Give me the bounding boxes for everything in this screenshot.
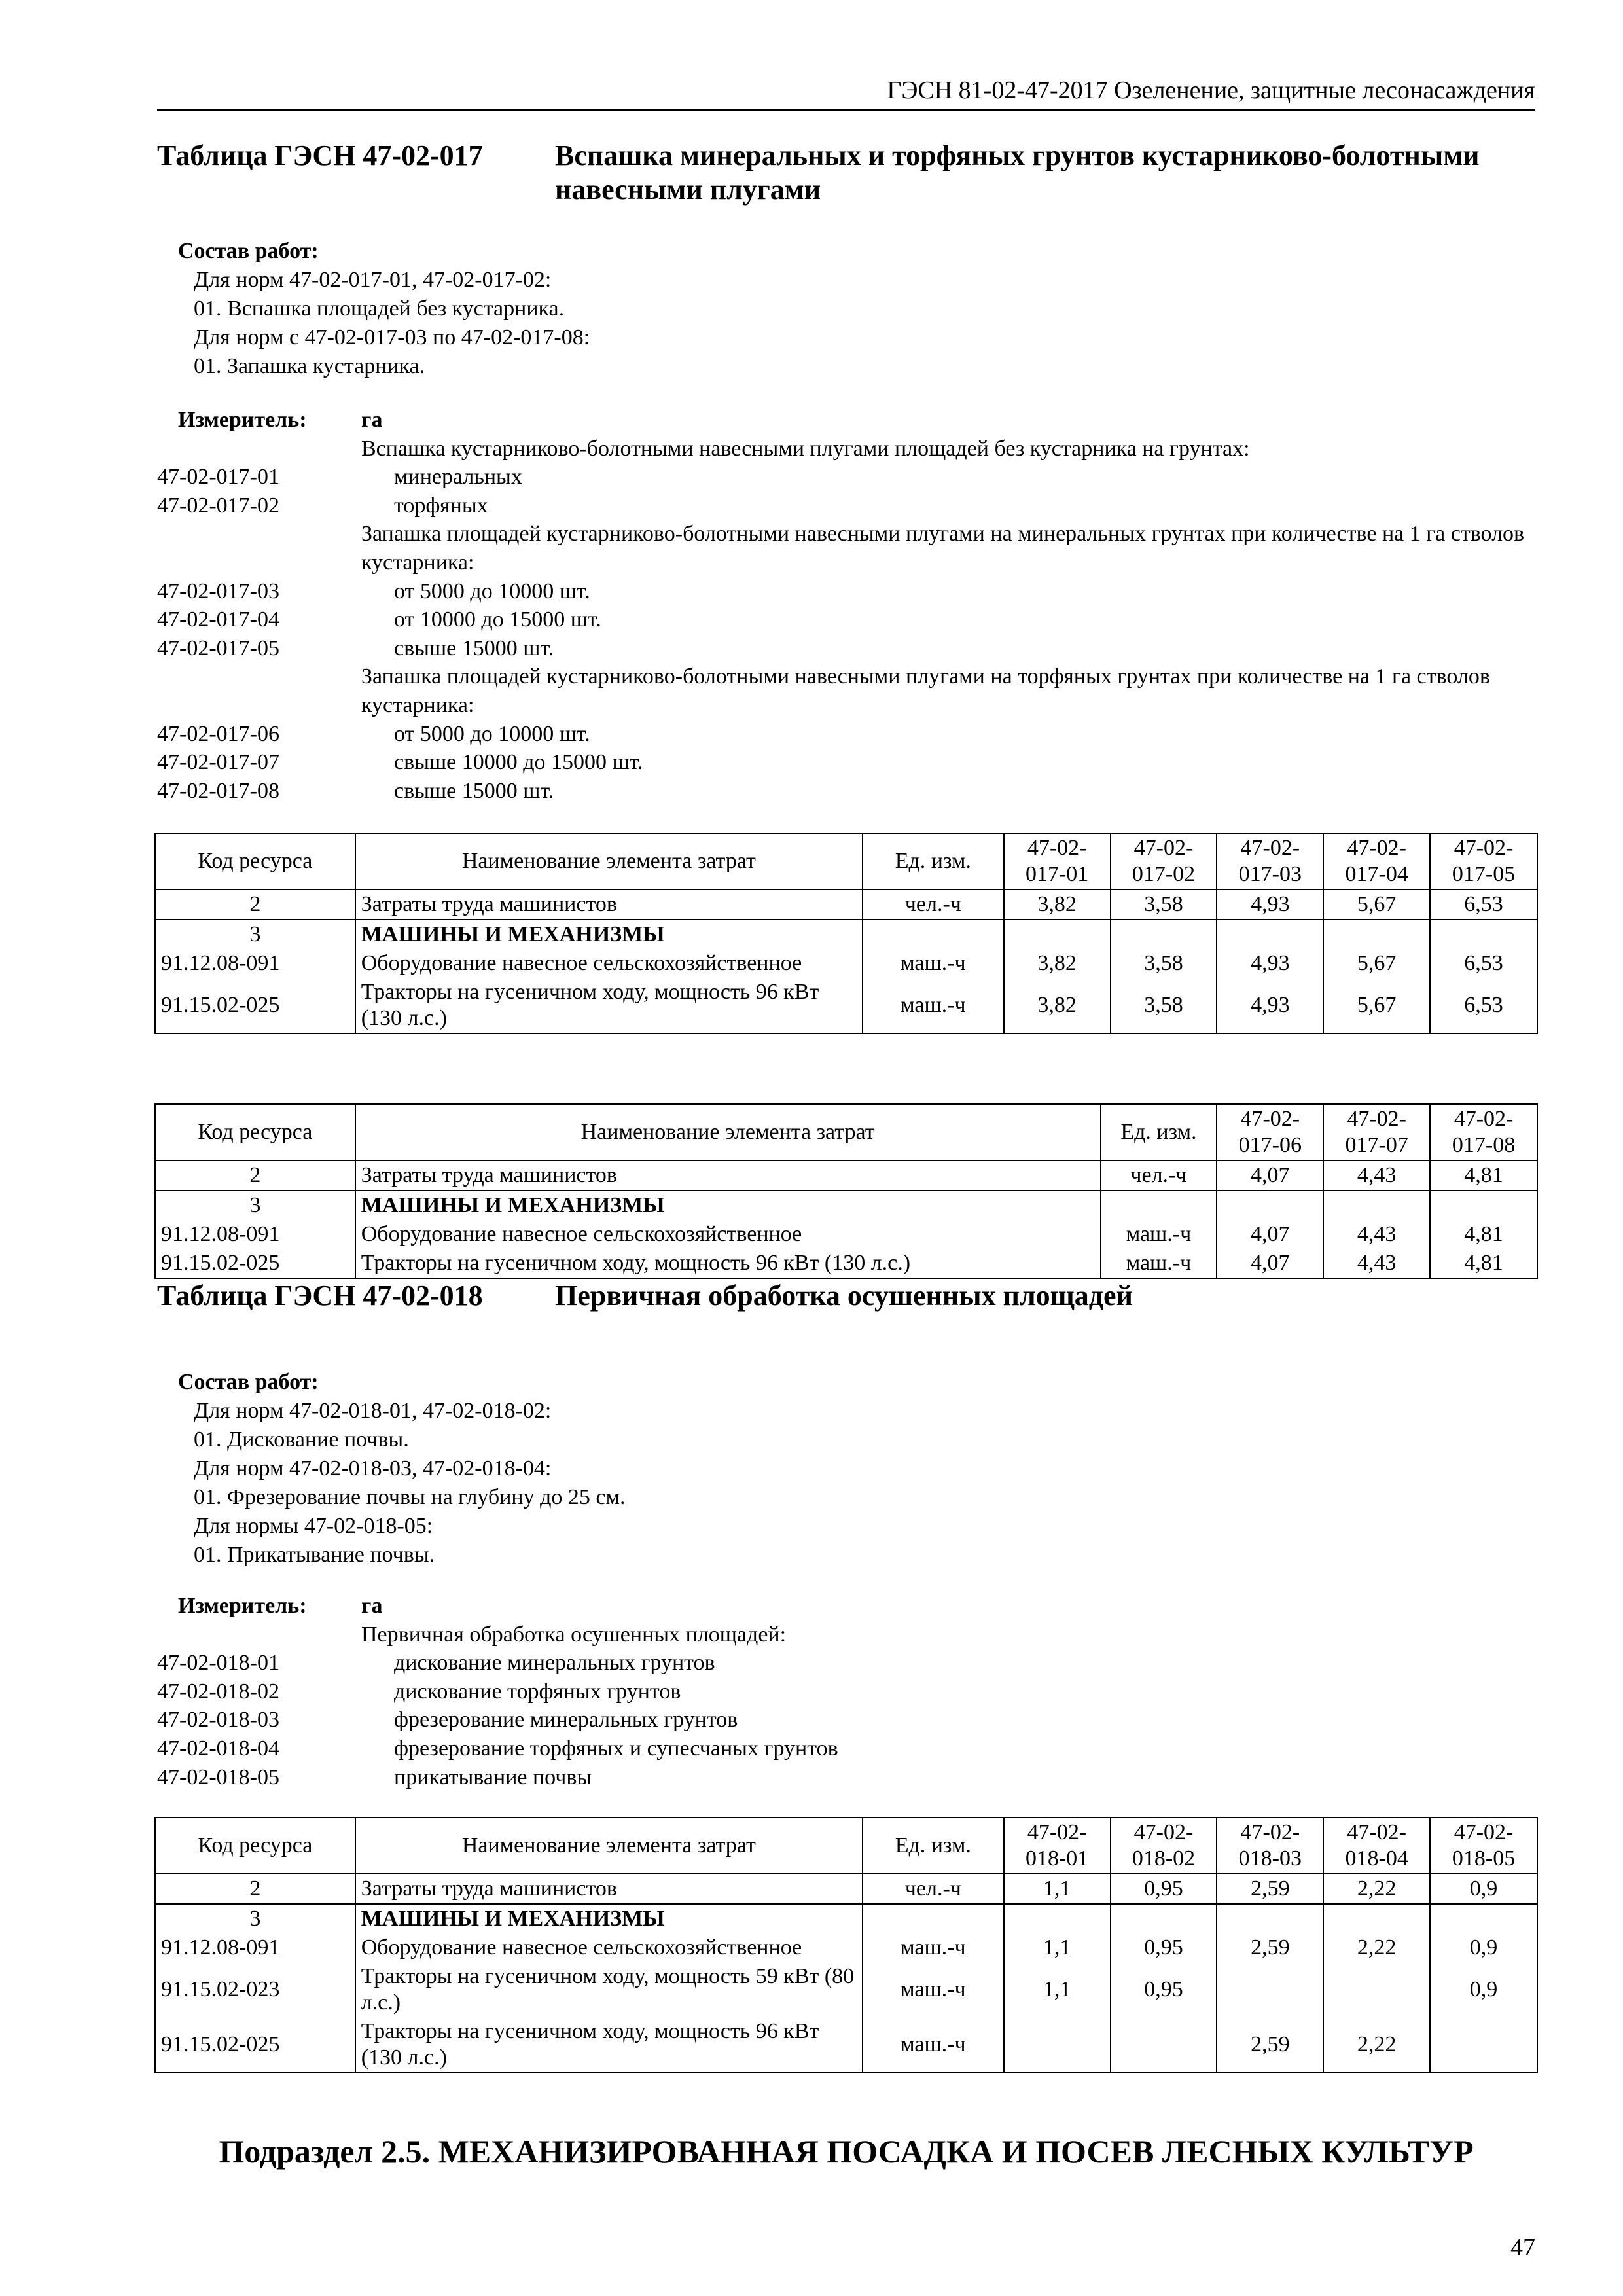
table-row [155,1933,1537,1962]
measure-item [157,605,1538,634]
value-cell [1430,1904,1537,1933]
table-row [155,1904,1537,1933]
measure-item [157,1734,1538,1763]
norm-column-header: 47-02-017-02 [1111,833,1217,889]
resource-code-cell: 91.12.08-091 [155,949,355,978]
cost-element-cell: Оборудование навесное сельскохозяйственное [355,1933,863,1962]
meter-unit: га [361,1594,383,1618]
value-cell: 2,22 [1323,1874,1430,1904]
value-cell [1111,1904,1217,1933]
norm-column-header: 47-02-017-03 [1217,833,1323,889]
unit-cell: маш.-ч [863,978,1004,1033]
measure-item [157,577,1538,606]
norm-description: от 10000 до 15000 шт. [394,607,601,632]
value-cell: 4,81 [1430,1220,1537,1249]
norm-column-header: 47-02-018-04 [1323,1818,1430,1874]
composition-line: Для норм 47-02-017-01, 47-02-017-02: [194,268,552,292]
cost-element-cell: Тракторы на гусеничном ходу, мощность 96 кВт (130 л.с.) [355,1249,1101,1278]
value-cell [1323,1962,1430,2017]
table-017-composition [157,237,1538,381]
composition-line: Для норм с 47-02-017-03 по 47-02-017-08: [194,325,590,350]
resource-code-cell: 3 [155,1191,355,1220]
value-cell: 1,1 [1004,1874,1111,1904]
value-cell: 6,53 [1430,978,1537,1033]
value-cell: 4,07 [1217,1220,1323,1249]
resource-code-cell: 91.15.02-025 [155,978,355,1033]
norm-description: Запашка площадей кустарниково-болотными навесными плугами на минеральных грунтах при количестве на 1 га стволов кустарника: [361,522,1525,575]
value-cell: 4,93 [1217,978,1323,1033]
measure-item [157,634,1538,663]
value-cell: 4,81 [1430,1249,1537,1278]
norm-column-header: 47-02-017-04 [1323,833,1430,889]
table-row [155,949,1537,978]
composition-line: 01. Вспашка площадей без кустарника. [194,296,565,321]
column-header: Ед. изм. [863,1818,1004,1874]
value-cell [1323,1191,1430,1220]
resource-code-cell: 91.15.02-025 [155,2017,355,2073]
norm-description: свыше 15000 шт. [394,636,554,660]
resource-code-cell: 3 [155,1904,355,1933]
table-row [155,1249,1537,1278]
unit-cell [863,1904,1004,1933]
norm-code [157,520,361,577]
column-header: Код ресурса [155,1104,355,1160]
norm-description: минеральных [394,465,522,490]
value-cell: 5,67 [1323,949,1430,978]
norm-code: 47-02-017-08 [157,778,279,803]
measure-item [157,720,1538,749]
unit-cell: маш.-ч [863,949,1004,978]
cost-element-cell: МАШИНЫ И МЕХАНИЗМЫ [355,1904,863,1933]
value-cell: 0,95 [1111,1933,1217,1962]
measure-item [157,1649,1538,1677]
value-cell [1217,1904,1323,1933]
value-cell: 1,1 [1004,1962,1111,2017]
value-cell [1111,2017,1217,2073]
measure-item [157,1677,1538,1706]
table-018-measure-list [157,1592,1538,1791]
table-017-label: Таблица ГЭСН 47-02-017 [157,139,483,171]
value-cell: 3,82 [1004,889,1111,920]
value-cell: 0,9 [1430,1962,1537,2017]
composition-line: Для нормы 47-02-018-05: [194,1514,433,1538]
norm-code: 47-02-017-03 [157,579,279,603]
norm-description: дискование минеральных грунтов [394,1651,715,1676]
unit-cell: чел.-ч [863,889,1004,920]
value-cell: 4,93 [1217,889,1323,920]
table-018-resources [154,1817,1538,2073]
unit-cell: маш.-ч [1101,1249,1217,1278]
norm-code: 47-02-017-04 [157,607,279,632]
table-017-title: Вспашка минеральных и торфяных грунтов кустарниково-болотными навесными плугами [555,139,1480,206]
unit-cell [863,920,1004,949]
table-017-resources-2 [154,1103,1538,1279]
cost-element-cell: Оборудование навесное сельскохозяйственное [355,1220,1101,1249]
norm-code: 47-02-017-05 [157,636,279,660]
norm-description: дискование торфяных грунтов [394,1679,681,1704]
resource-code-cell: 2 [155,889,355,920]
norm-description: Первичная обработка осушенных площадей: [361,1622,787,1647]
measure-item [157,1621,1538,1649]
value-cell: 0,9 [1430,1933,1537,1962]
measure-item [157,777,1538,806]
column-header: Наименование элемента затрат [355,833,863,889]
value-cell: 0,95 [1111,1962,1217,2017]
value-cell: 2,22 [1323,1933,1430,1962]
value-cell: 6,53 [1430,889,1537,920]
norm-code: 47-02-018-04 [157,1736,279,1761]
value-cell: 3,82 [1004,978,1111,1033]
cost-element-cell: Тракторы на гусеничном ходу, мощность 96 кВт (130 л.с.) [355,2017,863,2073]
value-cell: 0,95 [1111,1874,1217,1904]
composition-line: 01. Фрезерование почвы на глубину до 25 см. [194,1485,626,1509]
value-cell: 3,58 [1111,889,1217,920]
resource-code-cell: 2 [155,1874,355,1904]
table-row [155,889,1537,920]
table-row [155,1962,1537,2017]
resource-code-cell: 3 [155,920,355,949]
cost-element-cell: Затраты труда машинистов [355,1160,1101,1191]
norm-description: фрезерование минеральных грунтов [394,1708,738,1732]
column-header: Наименование элемента затрат [355,1818,863,1874]
unit-cell: маш.-ч [863,1933,1004,1962]
value-cell: 4,43 [1323,1160,1430,1191]
norm-column-header: 47-02-018-01 [1004,1818,1111,1874]
measure-item [157,1763,1538,1792]
resource-code-cell: 91.15.02-023 [155,1962,355,2017]
measure-item [157,435,1538,463]
cost-element-cell: Оборудование навесное сельскохозяйственное [355,949,863,978]
norm-description: торфяных [394,493,488,518]
norm-column-header: 47-02-017-06 [1217,1104,1323,1160]
value-cell: 4,81 [1430,1160,1537,1191]
value-cell [1217,1191,1323,1220]
measure-item [157,748,1538,777]
value-cell: 4,07 [1217,1160,1323,1191]
meter-label: Измеритель: [178,1594,307,1618]
norm-description: фрезерование торфяных и супесчаных грунтов [394,1736,838,1761]
norm-description: свыше 10000 до 15000 шт. [394,750,643,775]
running-header: ГЭСН 81-02-47-2017 Озеленение, защитные лесонасаждения [157,76,1535,111]
table-017-resources-1 [154,833,1538,1034]
column-header: Код ресурса [155,1818,355,1874]
cost-element-cell: Затраты труда машинистов [355,1874,863,1904]
table-018-title: Первичная обработка осушенных площадей [555,1280,1133,1312]
cost-element-cell: МАШИНЫ И МЕХАНИЗМЫ [355,1191,1101,1220]
table-row [155,1220,1537,1249]
cost-element-cell: МАШИНЫ И МЕХАНИЗМЫ [355,920,863,949]
value-cell [1217,920,1323,949]
norm-code: 47-02-018-03 [157,1708,279,1732]
value-cell [1323,1904,1430,1933]
value-cell: 2,59 [1217,1933,1323,1962]
value-cell: 5,67 [1323,889,1430,920]
value-cell [1111,920,1217,949]
norm-code: 47-02-017-07 [157,750,279,775]
value-cell: 0,9 [1430,1874,1537,1904]
resource-code-cell: 91.12.08-091 [155,1220,355,1249]
meter-unit: га [361,408,383,432]
table-row [155,2017,1537,2073]
value-cell [1430,1191,1537,1220]
measure-item [157,520,1538,577]
column-header: Ед. изм. [1101,1104,1217,1160]
value-cell: 1,1 [1004,1933,1111,1962]
value-cell: 3,58 [1111,949,1217,978]
measure-item [157,1706,1538,1734]
value-cell: 5,67 [1323,978,1430,1033]
norm-description: свыше 15000 шт. [394,778,554,803]
measure-item [157,463,1538,492]
composition-label: Состав работ: [178,239,319,263]
column-header: Код ресурса [155,833,355,889]
measure-item [157,662,1538,719]
norm-code: 47-02-018-05 [157,1765,279,1789]
cost-element-cell: Затраты труда машинистов [355,889,863,920]
composition-line: 01. Дискование почвы. [194,1427,409,1452]
table-row [155,1191,1537,1220]
cost-element-cell: Тракторы на гусеничном ходу, мощность 96 кВт (130 л.с.) [355,978,863,1033]
value-cell: 6,53 [1430,949,1537,978]
composition-line: Для норм 47-02-018-01, 47-02-018-02: [194,1399,552,1423]
norm-code: 47-02-017-06 [157,721,279,746]
value-cell [1430,920,1537,949]
table-017-measure-list [157,406,1538,805]
norm-column-header: 47-02-017-01 [1004,833,1111,889]
norm-column-header: 47-02-017-05 [1430,833,1537,889]
norm-column-header: 47-02-018-05 [1430,1818,1537,1874]
value-cell: 4,43 [1323,1220,1430,1249]
norm-code: 47-02-017-02 [157,493,279,518]
unit-cell: маш.-ч [1101,1220,1217,1249]
cost-element-cell: Тракторы на гусеничном ходу, мощность 59 кВт (80 л.с.) [355,1962,863,2017]
norm-description: от 5000 до 10000 шт. [394,721,590,746]
norm-description: Вспашка кустарниково-болотными навесными плугами площадей без кустарника на грунтах: [361,436,1250,461]
norm-code: 47-02-018-01 [157,1651,279,1676]
unit-cell [1101,1191,1217,1220]
value-cell [1004,2017,1111,2073]
unit-cell: маш.-ч [863,2017,1004,2073]
norm-description: от 5000 до 10000 шт. [394,579,590,603]
norm-column-header: 47-02-017-07 [1323,1104,1430,1160]
norm-description: прикатывание почвы [394,1765,592,1789]
table-018-label: Таблица ГЭСН 47-02-018 [157,1280,483,1312]
value-cell [1004,920,1111,949]
norm-code [157,435,361,463]
table-row [155,920,1537,949]
unit-cell: маш.-ч [863,1962,1004,2017]
norm-code [157,1621,361,1649]
norm-column-header: 47-02-018-02 [1111,1818,1217,1874]
unit-cell: чел.-ч [863,1874,1004,1904]
value-cell: 2,22 [1323,2017,1430,2073]
value-cell: 2,59 [1217,2017,1323,2073]
table-row [155,1160,1537,1191]
norm-description: Запашка площадей кустарниково-болотными навесными плугами на торфяных грунтах при количестве на 1 га стволов кустарника: [361,664,1490,717]
value-cell [1430,2017,1537,2073]
norm-column-header: 47-02-017-08 [1430,1104,1537,1160]
meter-label: Измеритель: [178,408,307,432]
norm-code: 47-02-017-01 [157,465,279,490]
subsection-heading: Подраздел 2.5. МЕХАНИЗИРОВАННАЯ ПОСАДКА И ПОСЕВ ЛЕСНЫХ КУЛЬТУР [219,2133,1474,2170]
table-row [155,1874,1537,1904]
composition-line: 01. Прикатывание почвы. [194,1543,435,1567]
value-cell: 4,43 [1323,1249,1430,1278]
column-header: Ед. изм. [863,833,1004,889]
norm-column-header: 47-02-018-03 [1217,1818,1323,1874]
value-cell [1004,1904,1111,1933]
value-cell: 3,58 [1111,978,1217,1033]
measure-item [157,492,1538,520]
norm-code: 47-02-018-02 [157,1679,279,1704]
composition-line: Для норм 47-02-018-03, 47-02-018-04: [194,1456,552,1480]
table-row [155,978,1537,1033]
resource-code-cell: 91.15.02-025 [155,1249,355,1278]
table-018-composition [157,1368,1538,1570]
value-cell: 3,82 [1004,949,1111,978]
composition-label: Состав работ: [178,1370,319,1394]
unit-cell: чел.-ч [1101,1160,1217,1191]
value-cell [1217,1962,1323,2017]
norm-code [157,662,361,719]
composition-line: 01. Запашка кустарника. [194,354,425,378]
value-cell: 4,07 [1217,1249,1323,1278]
page-number: 47 [1510,2234,1535,2261]
value-cell: 4,93 [1217,949,1323,978]
value-cell [1323,920,1430,949]
column-header: Наименование элемента затрат [355,1104,1101,1160]
resource-code-cell: 91.12.08-091 [155,1933,355,1962]
resource-code-cell: 2 [155,1160,355,1191]
value-cell: 2,59 [1217,1874,1323,1904]
